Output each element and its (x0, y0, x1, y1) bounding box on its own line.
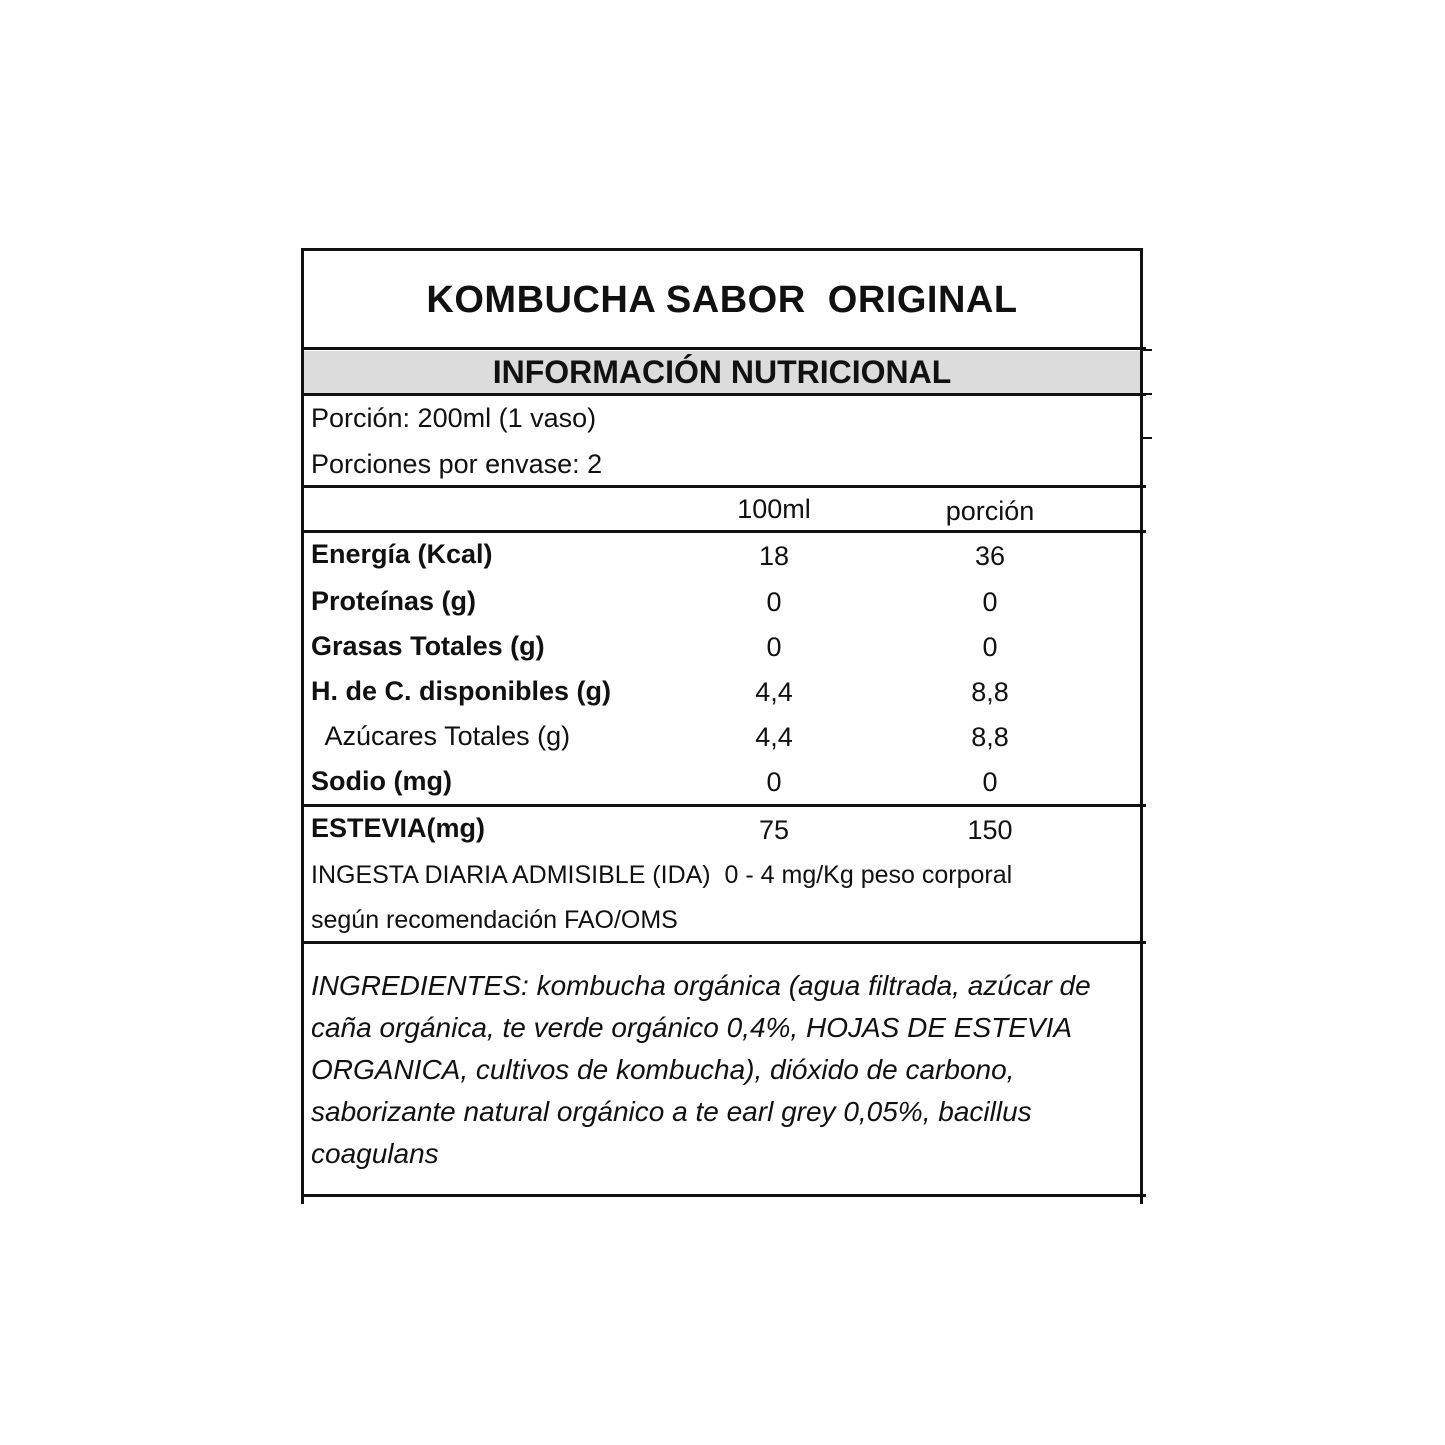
ida-note-line1: INGESTA DIARIA ADMISIBLE (IDA) 0 - 4 mg/Kg peso corporal (311, 861, 1013, 889)
divider-header (301, 393, 1146, 396)
stevia-value-portion: 150 (967, 815, 1013, 845)
nutrient-value-sodium-100ml: 0 (766, 767, 782, 797)
nutrient-value-protein-portion: 0 (982, 587, 998, 617)
divider-columns (301, 530, 1146, 533)
ingredients-text: INGREDIENTES: kombucha orgánica (agua filtrada, azúcar de caña orgánica, te verde orgánico 0,4%, HOJAS DE ESTEVIA ORGANICA, cultivos de kombucha), dióxido de carbono, saborizante natural orgánico a te earl grey 0,05%, bacillus coagulans (311, 970, 1091, 1169)
ida-note-line2: según recomendación FAO/OMS (311, 906, 678, 934)
nutrient-name-sodium: Sodio (mg) (311, 766, 452, 796)
nutrient-name-sugars: Azúcares Totales (g) (311, 721, 571, 751)
product-title: KOMBUCHA SABOR ORIGINAL (426, 278, 1018, 321)
edge-mark (1143, 349, 1152, 351)
nutrient-name-protein: Proteínas (g) (311, 586, 477, 616)
nutrition-label (301, 248, 1143, 1204)
nutrient-value-sugars-portion: 8,8 (971, 722, 1009, 752)
nutrient-value-sodium-portion: 0 (982, 767, 998, 797)
nutrient-value-energy-portion: 36 (974, 541, 1006, 571)
nutrient-value-fat-100ml: 0 (766, 632, 782, 662)
nutrient-value-carbs-100ml: 4,4 (755, 677, 793, 707)
divider-bottom (301, 1194, 1146, 1197)
divider-stevia (301, 941, 1146, 944)
serving-size: Porción: 200ml (1 vaso) (311, 403, 597, 433)
divider-title (301, 347, 1146, 350)
edge-mark (1143, 393, 1152, 395)
stevia-name: ESTEVIA(mg) (311, 813, 486, 843)
nutrient-value-energy-100ml: 18 (758, 541, 790, 571)
nutrient-value-fat-portion: 0 (982, 632, 998, 662)
column-header-100ml: 100ml (737, 494, 811, 524)
column-header-portion: porción (945, 496, 1035, 526)
edge-mark (1143, 437, 1152, 439)
nutrient-value-sugars-100ml: 4,4 (755, 722, 793, 752)
nutrient-value-protein-100ml: 0 (766, 587, 782, 617)
nutrient-name-energy: Energía (Kcal) (311, 539, 493, 569)
nutrient-name-carbs: H. de C. disponibles (g) (311, 676, 612, 706)
section-header: INFORMACIÓN NUTRICIONAL (304, 351, 1140, 394)
divider-nutrients (301, 804, 1146, 807)
nutrient-name-fat: Grasas Totales (g) (311, 631, 545, 661)
servings-per-container: Porciones por envase: 2 (311, 449, 603, 479)
nutrient-value-carbs-portion: 8,8 (971, 677, 1009, 707)
divider-servings (301, 485, 1146, 488)
stevia-value-100ml: 75 (758, 815, 790, 845)
